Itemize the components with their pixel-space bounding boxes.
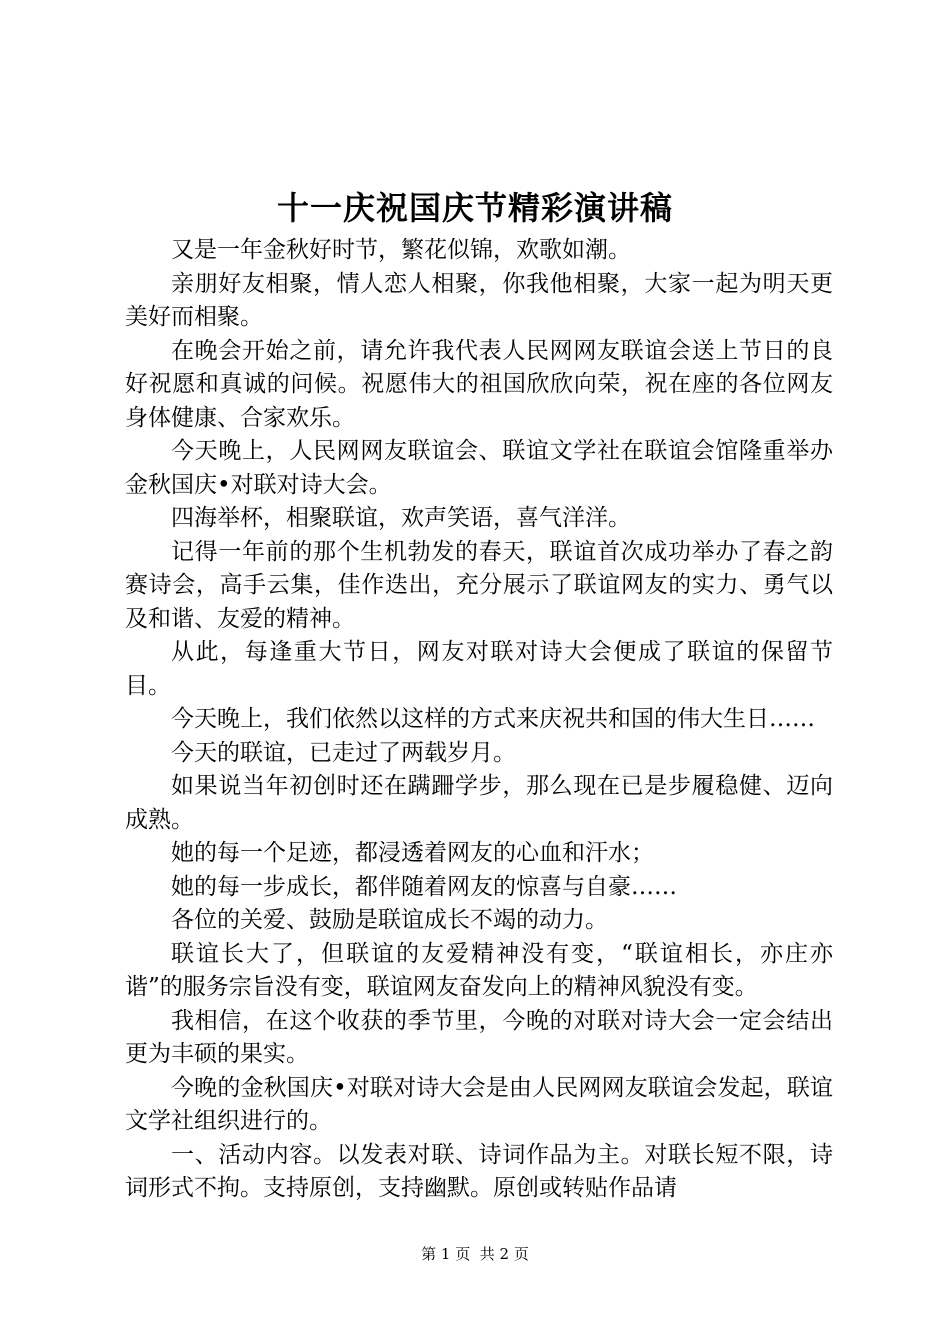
document-title: 十一庆祝国庆节精彩演讲稿: [276, 189, 673, 227]
paragraph: 今天的联谊，已走过了两载岁月。: [171, 739, 516, 766]
paragraph: 今晚的金秋国庆•对联对诗大会是由人民网网友联谊会发起，联谊文学社组织进行的。: [125, 1074, 833, 1134]
paragraph: 联谊长大了，但联谊的友爱精神没有变，“联谊相长，亦庄亦谐”的服务宗旨没有变，联谊网友奋发向上的精神风貌没有变。: [125, 940, 833, 1000]
paragraph: 今天晚上，人民网网友联谊会、联谊文学社在联谊会馆隆重举办金秋国庆•对联对诗大会。: [125, 438, 833, 498]
paragraph: 我相信，在这个收获的季节里，今晚的对联对诗大会一定会结出更为丰硕的果实。: [125, 1007, 833, 1067]
document-body: [125, 234, 833, 1206]
paragraph: 从此，每逢重大节日，网友对联对诗大会便成了联谊的保留节目。: [125, 639, 833, 699]
paragraph: 各位的关爱、鼓励是联谊成长不竭的动力。: [171, 907, 608, 933]
paragraph: 她的每一步成长，都伴随着网友的惊喜与自豪……: [171, 873, 677, 900]
paragraph: 亲朋好友相聚，情人恋人相聚，你我他相聚，大家一起为明天更美好而相聚。: [125, 270, 833, 330]
paragraph: 又是一年金秋好时节，繁花似锦，欢歌如潮。: [171, 237, 631, 263]
page-footer: 第 1 页 共 2 页: [421, 1245, 529, 1263]
paragraph: 一、活动内容。以发表对联、诗词作品为主。对联长短不限，诗词形式不拘。支持原创，支持幽默。原创或转贴作品请: [125, 1141, 833, 1201]
paragraph: 今天晚上，我们依然以这样的方式来庆祝共和国的伟大生日……: [171, 706, 815, 732]
paragraph: 在晚会开始之前，请允许我代表人民网网友联谊会送上节日的良好祝愿和真诚的问候。祝愿伟大的祖国欣欣向荣，祝在座的各位网友身体健康、合家欢乐。: [125, 337, 833, 431]
paragraph: 她的每一个足迹，都浸透着网友的心血和汗水；: [171, 840, 654, 866]
paragraph: 记得一年前的那个生机勃发的春天，联谊首次成功举办了春之韵赛诗会，高手云集，佳作迭出，充分展示了联谊网友的实力、勇气以及和谐、友爱的精神。: [125, 538, 833, 632]
paragraph: 四海举杯，相聚联谊，欢声笑语，喜气洋洋。: [171, 505, 631, 531]
paragraph: 如果说当年初创时还在蹒跚学步，那么现在已是步履稳健、迈向成熟。: [125, 773, 833, 833]
